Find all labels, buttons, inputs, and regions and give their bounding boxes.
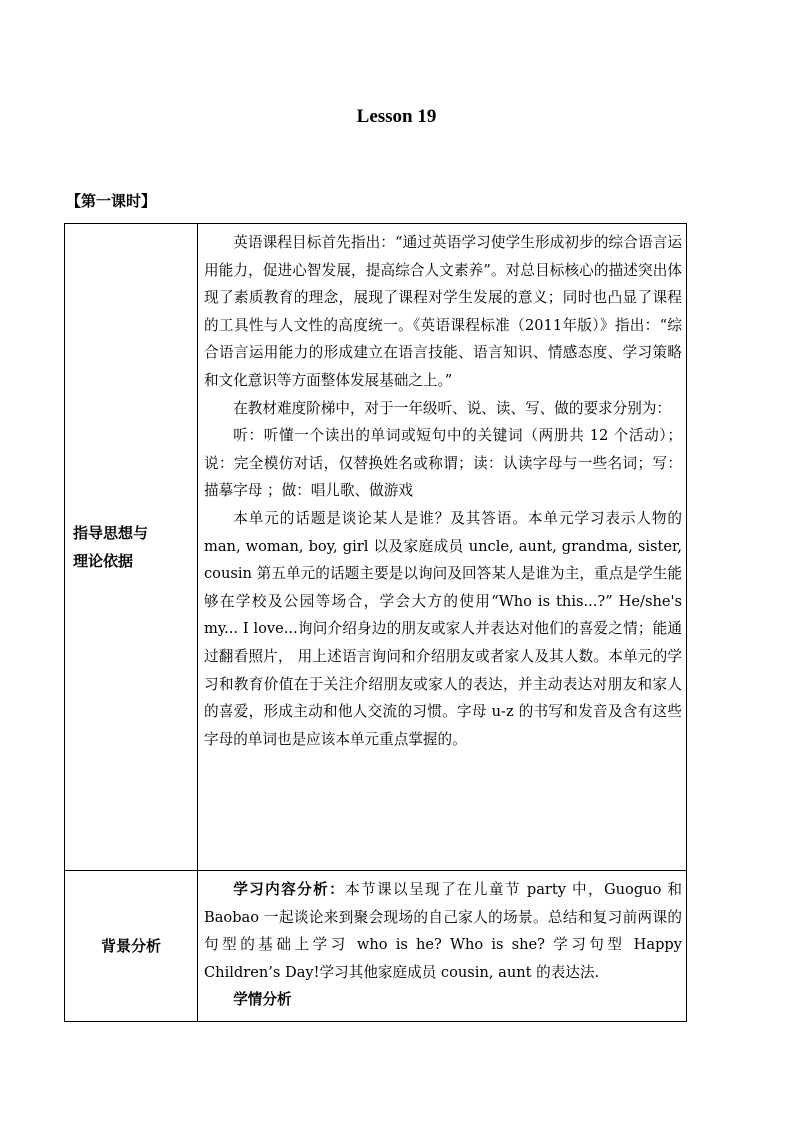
label-line: 理论依据: [73, 552, 134, 570]
content-heading: 学习内容分析：: [233, 881, 346, 898]
paragraph: 英语课程目标首先指出：“通过英语学习使学生形成初步的综合语言运用能力，促进心智发展，提高综合人文素养”。对总目标核心的描述突出体现了素质教育的理念，展现了课程对学生发展的意义；同时也凸显了课程的工具性与人文性的高度统一。《英语课程标准（2011年版）》指出：“综合语言运用能力的形成建立在语言技能、语言知识、情感态度、学习策略和文化意识等方面整体发展基础之上。”: [204, 234, 682, 389]
row-label-background: [65, 871, 198, 1022]
table-row: [65, 871, 687, 1022]
section-heading: 【第一课时】: [66, 192, 157, 210]
sub-heading: 学情分析: [233, 991, 292, 1009]
row-label-guiding-ideas: [65, 224, 198, 871]
paragraph: 本单元的话题是谈论某人是谁？及其答语。本单元学习表示人物的 man, woman, boy, girl 以及家庭成员 uncle, aunt, grandma, sister, cousin 第五单元的话题主要是以询问及回答某人是谁为主，重点是学生能够在学校及公园等场合，学会大方的使用“Who is this...?” He/she's my... I love...询问介绍身边的朋友或家人并表达对他们的喜爱之情；能通过翻看照片， 用上述语言询问和介绍朋友或者家人及其人数。本单元的学习和教育价值在于关注介绍朋友或家人的表达，并主动表达对朋友和家人的喜爱，形成主动和他人交流的习惯。字母 u-z 的书写和发音及含有这些字母的单词也是应该本单元重点掌握的。: [204, 509, 682, 748]
paragraph: 听：听懂一个读出的单词或短句中的关键词（两册共 12 个活动）；说：完全模仿对话，仅替换姓名或称谓；读：认读字母与一些名词；写：描摹字母 ；做：唱儿歌、做游戏: [204, 427, 682, 500]
paragraph: [204, 876, 682, 986]
label-line: 指导思想与: [73, 524, 149, 542]
lesson-plan-table: [64, 223, 687, 1022]
label-line: 背景分析: [100, 937, 161, 955]
paragraph: 在教材难度阶梯中，对于一年级听、说、读、写、做的要求分别为：: [233, 399, 672, 417]
row-content-guiding-ideas: [198, 224, 687, 871]
table-row: [65, 224, 687, 871]
row-content-background: [198, 871, 687, 1022]
content-text: 本节课以呈现了在儿童节 party 中，Guoguo 和 Baobao 一起谈论来到聚会现场的自己家人的场景。总结和复习前两课的句型的基础上学习 who is he? Who is she? 学习句型 Happy Children’s Day!学习其他家庭成员 cousin, aunt 的表达法.: [204, 881, 682, 981]
document-title: Lesson 19: [356, 106, 437, 127]
